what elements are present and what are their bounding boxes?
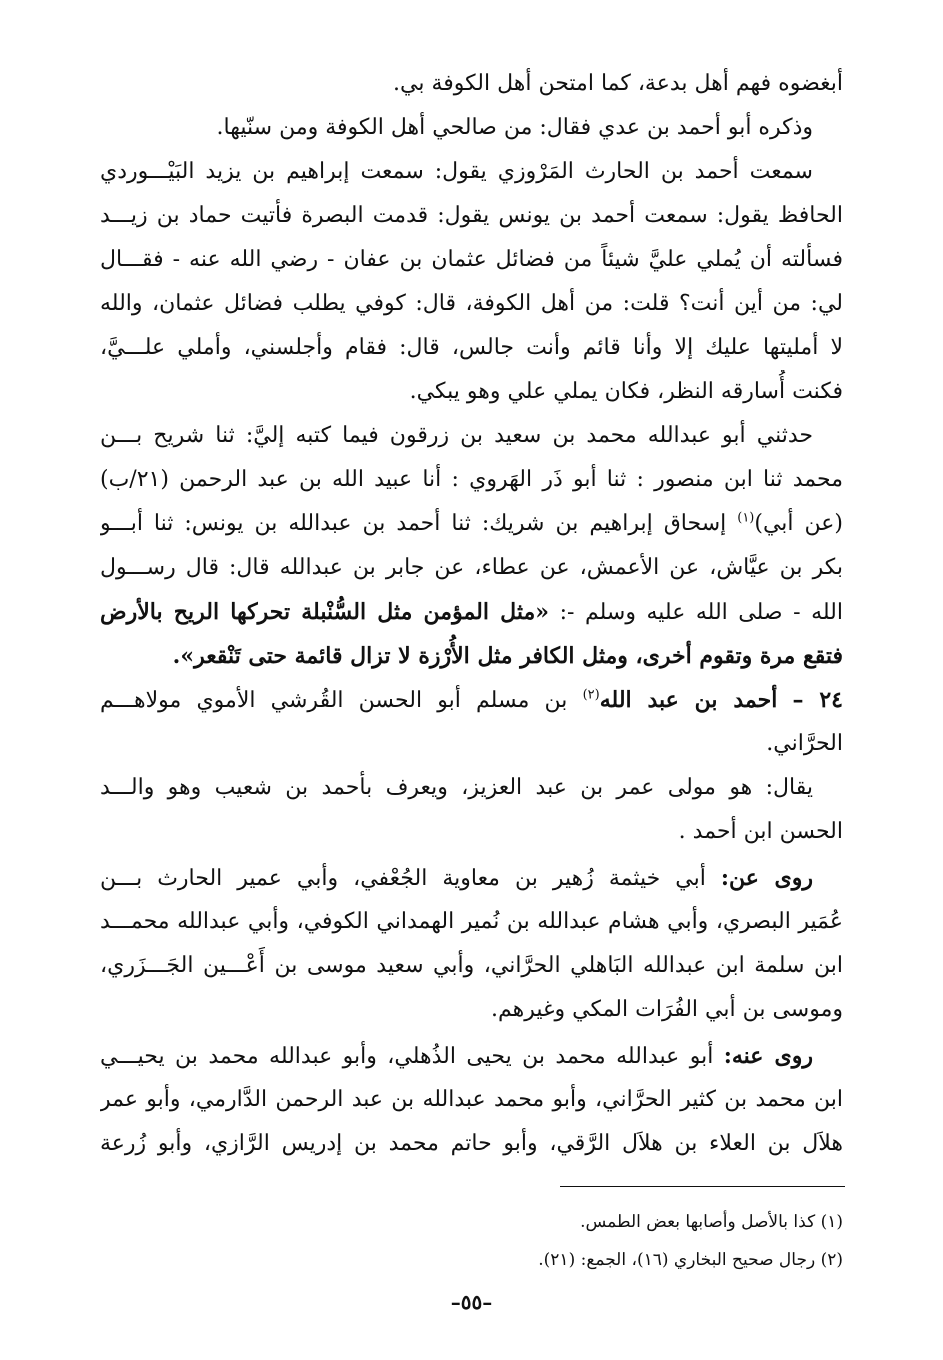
entry-heading-line xyxy=(100,678,843,722)
text-line: الحافظ يقول: سمعت أحمد بن يونس يقول: قدمت البصرة فأتيت حماد بن زيـــد xyxy=(100,203,843,228)
text-line: سمعت أحمد بن الحارث المَرْوزي يقول: سمعت إبراهيم بن يزيد البَيْـــوردي xyxy=(100,159,813,184)
text-line: عُمَير البصري، وأبي هشام عبدالله بن نُمير الهمداني الكوفي، وأبي عبدالله محمـــد xyxy=(100,909,843,934)
text-segment: أبو عبدالله محمد بن يحيى الذُهلي، وأبو عبدالله محمد بن يحيـــي xyxy=(100,1044,714,1069)
text-line: بكر بن عيَّاش، عن الأعمش، عن عطاء، عن جابر بن عبدالله قال: قال رســـول xyxy=(100,555,843,580)
an-abi-text: (عن أبي) xyxy=(754,511,843,536)
rawa-anhu-label: روى عنه: xyxy=(723,1043,813,1069)
rawa-an-label: روى عن: xyxy=(720,865,813,891)
text-segment: بن مسلم أبو الحسن القُرشي الأموي مولاهـــم xyxy=(100,688,568,713)
footnote-marker-1: (١) xyxy=(737,510,755,526)
text-line: فسألته أن يُملي عليَّ شيئاً من فضائل عثمان بن عفان - رضي الله عنه - فقـــال xyxy=(100,247,843,272)
footnote-divider xyxy=(560,1186,845,1187)
footnote-2: (٢) رجال صحيح البخاري (١٦)، الجمع: (٢١). xyxy=(538,1250,843,1270)
text-line: لي: من أين أنت؟ قلت: من أهل الكوفة، قال: كوفي يطلب فضائل عثمان، والله xyxy=(100,291,843,316)
text-segment: الله - صلى الله عليه وسلم -: xyxy=(559,600,843,625)
page-number: –٥٥– xyxy=(450,1290,493,1314)
text-line: فكنت أُسارقه النظر، فكان يملي علي وهو يبكي. xyxy=(409,379,843,404)
text-line: هلاَل بن العلاء بن هلاَل الرَّقي، وأبو حاتم محمد بن إدريس الرَّازي، وأبو زُرعة xyxy=(100,1131,843,1156)
entry-number: ٢٤ – xyxy=(792,687,843,713)
text-line xyxy=(100,1034,813,1078)
text-line: وموسى بن أبي الفُرَات المكي وغيرهم. xyxy=(490,997,843,1022)
text-line xyxy=(100,590,843,634)
text-line: لا أمليتها عليك إلا وأنا قائم وأنت جالس، قال: فقام وأجلسني، وأملي علـــيَّ، xyxy=(100,335,843,360)
text-segment: إسحاق إبراهيم بن شريك: ثنا أحمد بن عبدالله بن يونس: ثنا أبـــو xyxy=(100,511,727,536)
text-line xyxy=(100,502,843,546)
text-line: الحرَّاني. xyxy=(766,731,843,756)
text-line: ابن محمد بن كثير الحرَّاني، وأبو محمد عبدالله بن عبد الرحمن الدَّارمي، وأبو عمر xyxy=(100,1087,843,1112)
text-line: وذكره أبو أحمد بن عدي فقال: من صالحي أهل الكوفة ومن سنّيها. xyxy=(216,115,813,140)
footnote-1: (١) كذا بالأصل وأصابها بعض الطمس. xyxy=(580,1212,843,1232)
text-line: ابن سلمة ابن عبدالله البَاهلي الحرَّاني، وأبي سعيد موسى بن أَعْـــين الجَـــزَري، xyxy=(100,953,843,978)
text-line: يقال: هو مولى عمر بن عبد العزيز، ويعرف بأحمد بن شعيب وهو والـــد xyxy=(100,775,813,800)
hadith-line: فتقع مرة وتقوم أخرى، ومثل الكافر مثل الأُرْزة لا تزال قائمة حتى تَنْقعر». xyxy=(172,643,843,669)
text-line: حدثني أبو عبدالله محمد بن سعيد بن زرقون فيما كتبه إليَّ: ثنا شريح بـــن xyxy=(100,423,813,448)
text-line: أبغضوه فهم أهل بدعة، كما امتحن أهل الكوفة بي. xyxy=(393,71,843,96)
hadith-text: «مثل المؤمن مثل السُّنْبلة تحركها الريح بالأرض xyxy=(100,599,550,625)
text-line xyxy=(100,856,813,900)
text-segment: أبي خيثمة زُهير بن معاوية الجُعْفي، وأبي عمير الحارث بـــن xyxy=(100,866,706,891)
text-line: الحسن ابن أحمد . xyxy=(678,819,843,844)
footnote-marker-2: (٢) xyxy=(582,687,600,703)
entry-name: أحمد بن عبد الله xyxy=(599,687,778,713)
text-line: محمد ثنا ابن منصور : ثنا أبو ذَر الهَروي : أنا عبيد الله بن عبد الرحمن (٢١/ب) xyxy=(100,467,843,492)
